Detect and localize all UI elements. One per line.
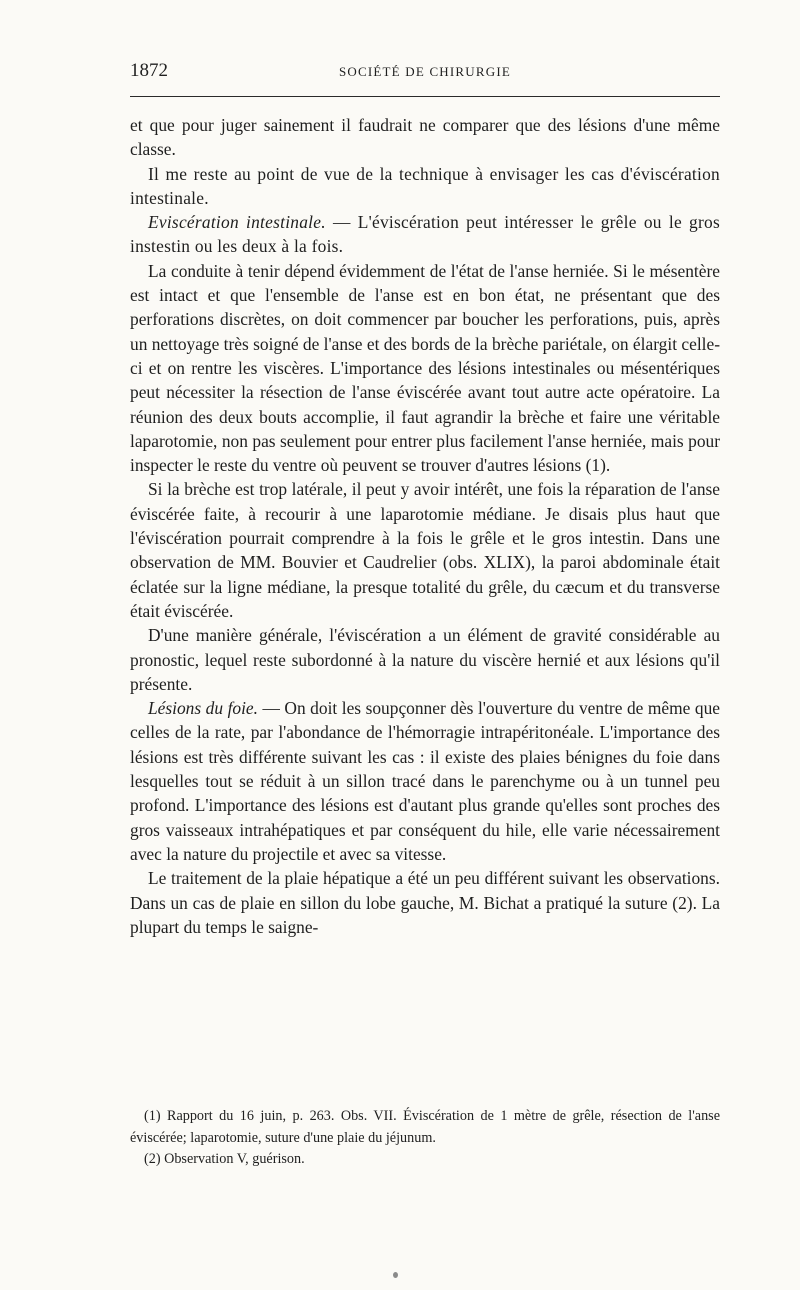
paragraph-6: D'une manière générale, l'éviscération a un élément de gravité considérable au pronostic, lequel reste subordonné à la nature du viscère hernié et aux lésions qu'il présente. xyxy=(130,625,720,694)
header-rule xyxy=(130,96,720,97)
paragraph-2: Il me reste au point de vue de la technique à envisager les cas d'éviscération intestinale. xyxy=(130,163,720,208)
page-number: 1872 xyxy=(130,60,168,81)
paragraph-8: Le traitement de la plaie hépatique a été un peu différent suivant les observations. Dans un cas de plaie en sillon du lobe gauche, M. Bichat a pratiqué la suture (2). La plupart du temps le saigne- xyxy=(130,868,720,937)
paragraph-5: Si la brèche est trop latérale, il peut y avoir intérêt, une fois la réparation de l'anse éviscérée faite, à recourir à une laparotomie médiane. Je disais plus haut que l'éviscération pourrait comprendre à la fois le grêle et le gros intestin. Dans une observation de MM. Bouvier et Caudrelier (obs. XLIX), la paroi abdominale était éclatée sur la ligne médiane, la presque totalité du grêle, du cæcum et du transverse était éviscérée. xyxy=(130,479,720,621)
body-text xyxy=(130,113,720,939)
print-speck xyxy=(393,1272,398,1278)
paragraph-evisceration xyxy=(130,210,720,259)
footnote-2: (2) Observation V, guérison. xyxy=(144,1151,305,1167)
running-title: SOCIÉTÉ DE CHIRURGIE xyxy=(338,64,512,79)
section-heading-evisceration: Eviscération intestinale. xyxy=(148,212,326,233)
footnotes xyxy=(130,1106,720,1171)
paragraph-1: et que pour juger sainement il faudrait ne comparer que des lésions d'une même classe. xyxy=(130,115,720,160)
section-heading-liver: Lésions du foie. xyxy=(148,698,258,719)
paragraph-evisceration-text: — L'éviscération peut intéresser le grêle ou le gros instestin ou les deux à la fois. xyxy=(130,212,721,257)
paragraph-liver-text: — On doit les soupçonner dès l'ouverture du ventre de même que celles de la rate, par l'abondance de l'hémorragie intrapéritonéale. L'importance des lésions est très différente suivant les cas : il existe des plaies bénignes du foie dans lesquelles tout se réduit à un sillon tracé dans le parenchyme ou à un tunnel peu profond. L'importance des lésions est d'autant plus grande qu'elles sont proches des gros vaisseaux intrahépatiques et par conséquent du hile, elle varie nécessairement avec la nature du projectile et avec sa vitesse. xyxy=(130,698,720,864)
page-header xyxy=(130,58,720,88)
paragraph-liver xyxy=(130,696,720,866)
footnote-1: (1) Rapport du 16 juin, p. 263. Obs. VII. Éviscération de 1 mètre de grêle, résection de l'anse éviscérée; laparotomie, suture d'une plaie du jéjunum. xyxy=(130,1108,720,1146)
paragraph-4: La conduite à tenir dépend évidemment de l'état de l'anse herniée. Si le mésentère est intact et que l'ensemble de l'anse est en bon état, ne présentant que des perforations discrètes, on doit commencer par boucher les perforations, puis, après un nettoyage très soigné de l'anse et des bords de la brèche pariétale, on élargit celle-ci et on rentre les viscères. L'importance des lésions intestinales ou mésentériques peut nécessiter la résection de l'anse éviscérée avant tout autre acte opératoire. La réunion des deux bouts accomplie, il faut agrandir la brèche et faire une véritable laparotomie, non pas seulement pour entrer plus facilement l'anse herniée, mais pour inspecter le reste du ventre où peuvent se trouver d'autres lésions (1). xyxy=(130,260,720,476)
